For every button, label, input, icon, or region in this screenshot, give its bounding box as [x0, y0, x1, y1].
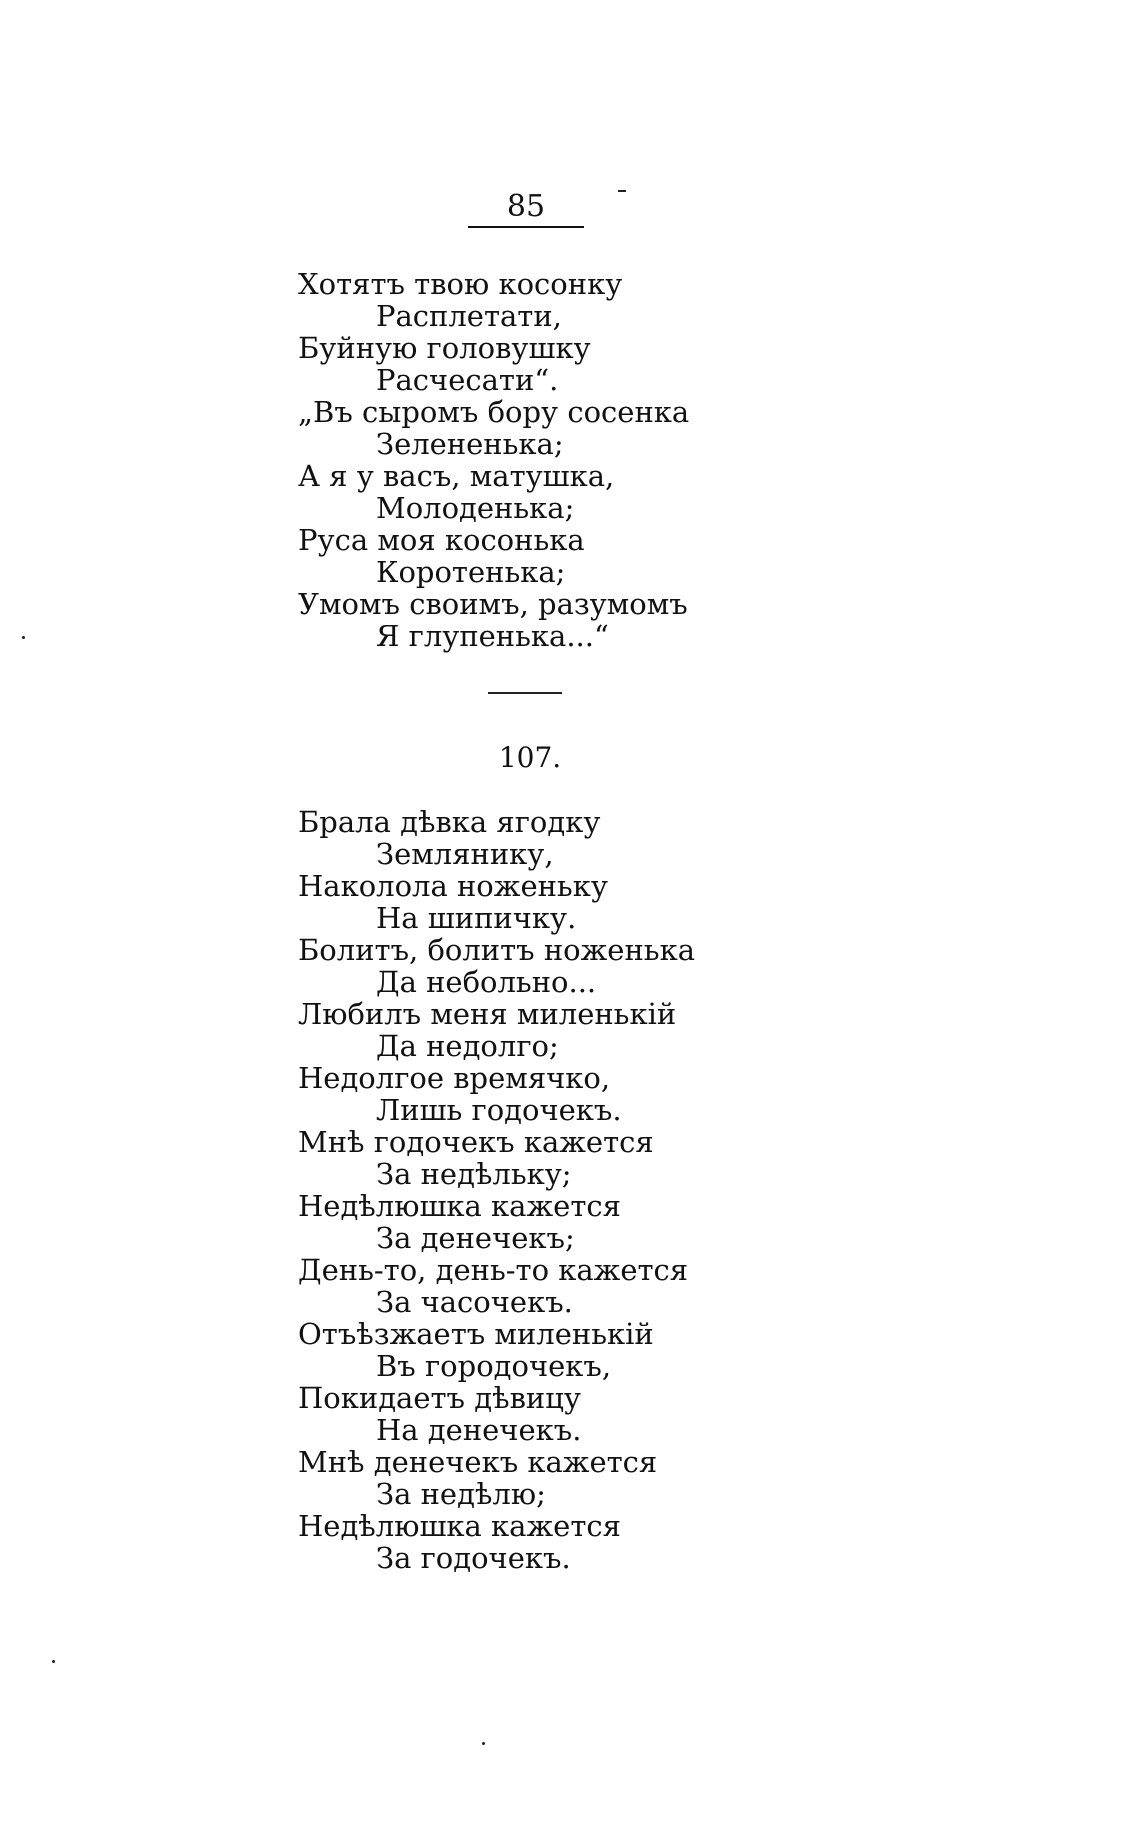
page-header	[468, 190, 584, 228]
poem-line: Коротенька;	[376, 555, 566, 589]
poem-line: Покидаетъ дѣвицу	[298, 1381, 581, 1415]
poem-line: За недѣльку;	[376, 1157, 572, 1191]
poem-line: День-то, день-то кажется	[298, 1253, 689, 1287]
page-number: 85	[506, 189, 546, 224]
poem-line: Брала дѣвка ягодку	[298, 805, 601, 839]
poem-line: Любилъ меня миленькій	[298, 997, 677, 1031]
scan-speck	[482, 1742, 485, 1745]
poem-line: Зелененька;	[376, 427, 564, 461]
poem-line: Да небольно...	[376, 965, 597, 999]
section-divider	[488, 692, 562, 694]
poem-line: „Въ сыромъ бору сосенка	[298, 395, 690, 429]
poem-line: Умомъ своимъ, разумомъ	[298, 587, 688, 621]
poem-line: Въ городочекъ,	[376, 1349, 612, 1383]
poem-line: Буйную головушку	[298, 331, 591, 365]
poem-line: За денечекъ;	[376, 1221, 575, 1255]
poem-line: Мнѣ денечекъ кажется	[298, 1445, 658, 1479]
poem-line: Отъѣзжаетъ миленькій	[298, 1317, 654, 1351]
poem-line: За годочекъ.	[376, 1541, 571, 1575]
poem-line: На денечекъ.	[376, 1413, 582, 1447]
poem-line: Землянику,	[376, 837, 554, 871]
poem-line: Расчесати“.	[376, 363, 559, 397]
poem-line: Хотятъ твою косонку	[298, 267, 623, 301]
poem-line: Да недолго;	[376, 1029, 559, 1063]
poem-line: Расплетати,	[376, 299, 562, 333]
poem-line: Молоденька;	[376, 491, 575, 525]
scan-speck	[618, 190, 626, 192]
scan-speck	[22, 636, 25, 639]
song-number: 107.	[498, 741, 562, 774]
poem-line: За недѣлю;	[376, 1477, 546, 1511]
poem-line: Лишь годочекъ.	[376, 1093, 622, 1127]
poem-line: Мнѣ годочекъ кажется	[298, 1125, 654, 1159]
poem-line: На шипичку.	[376, 901, 577, 935]
poem-line: А я у васъ, матушка,	[298, 459, 615, 493]
poem-line: Недолгое времячко,	[298, 1061, 611, 1095]
poem-line: Руса моя косонька	[298, 523, 585, 557]
header-rule	[468, 226, 584, 228]
poem-continued	[298, 268, 689, 652]
poem-line: Болитъ, болитъ ноженька	[298, 933, 695, 967]
poem-line: Недѣлюшка кажется	[298, 1189, 621, 1223]
scan-speck	[52, 1660, 55, 1663]
poem-line: Я глупенька...“	[376, 619, 609, 653]
poem-line: Недѣлюшка кажется	[298, 1509, 621, 1543]
poem-line: Наколола ноженьку	[298, 869, 608, 903]
poem-107	[298, 806, 695, 1574]
poem-line: За часочекъ.	[376, 1285, 573, 1319]
